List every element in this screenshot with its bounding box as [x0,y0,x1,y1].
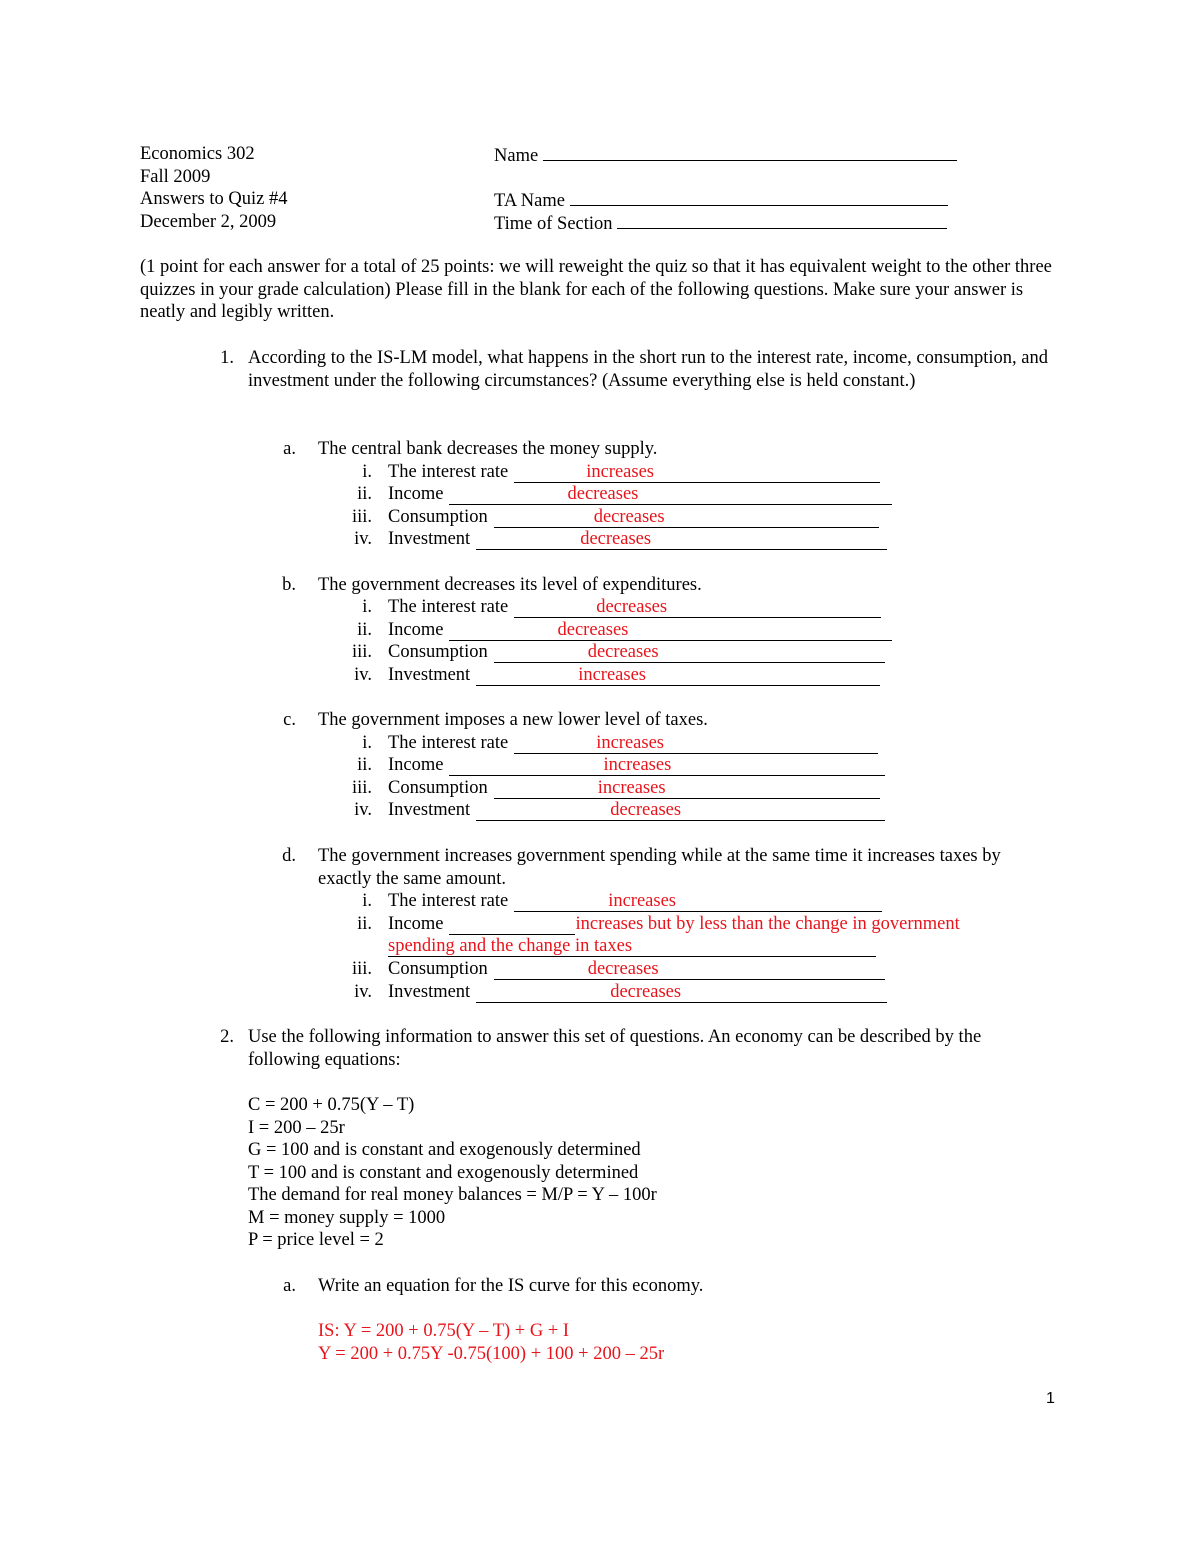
q1a-i-tail [654,462,880,483]
q1d-iv-tail [681,982,887,1003]
q1c-ii-answer: increases [603,755,672,775]
q1c-text: The government imposes a new lower level of taxes. [318,710,708,730]
q1c-iv-answer: decreases [610,800,682,820]
q1d-iv-label: Investment [388,982,471,1002]
q1a-letter: a. [283,439,296,459]
q1a-iii-label: Consumption [388,507,488,527]
q1c-iv-num: iv. [354,800,372,820]
q1a-iv-answer: decreases [580,529,652,549]
q1a-iv-num: iv. [354,529,372,549]
q1a-ii-blank [449,484,567,505]
q1a-i-label: The interest rate [388,462,509,482]
q1a-iii-num: iii. [351,507,372,527]
q1c-iii-row [388,777,880,800]
q1d-ii-row [388,913,960,936]
q1c-iv-tail [681,800,885,821]
q1b-iii-answer: decreases [587,642,659,662]
q1a-i-blank [514,462,586,483]
q1a-iv-row [388,528,887,551]
ta-name-field [494,188,948,213]
equation-taxes: T = 100 and is constant and exogenously determined [248,1163,639,1183]
q1d-iii-row [388,958,885,981]
q1a-ii-label: Income [388,484,444,504]
ta-name-label: TA Name [494,191,565,211]
q1b-iii-row [388,641,885,664]
q1b-iv-tail [646,665,880,686]
q1b-text: The government decreases its level of expenditures. [318,575,702,595]
name-blank [543,143,957,161]
ta-name-blank [570,188,948,206]
q1b-ii-row [388,619,892,642]
q1b-ii-label: Income [388,620,444,640]
q1d-iii-blank [494,959,588,980]
q1a-i-row [388,461,880,484]
section-time-blank [617,211,947,229]
q1d-letter: d. [282,846,296,866]
q1d-ii-row-cont [388,935,876,958]
q1d-ii-label: Income [388,914,444,934]
q1b-i-tail [667,597,881,618]
q1a-ii-row [388,483,892,506]
q1b-letter: b. [282,575,296,595]
q1c-iii-label: Consumption [388,778,488,798]
q1c-letter: c. [283,710,296,730]
q1d-i-row [388,890,882,913]
q1b-i-label: The interest rate [388,597,509,617]
quiz-date: December 2, 2009 [140,212,277,232]
q1c-iii-answer: increases [597,778,666,798]
q1b-i-num: i. [362,597,372,617]
q1b-iv-num: iv. [354,665,372,685]
q1d-iii-tail [659,959,885,980]
q1c-ii-blank [449,755,603,776]
q1d-iv-answer: decreases [610,982,682,1002]
q1d-iv-blank [476,982,610,1003]
q1a-ii-answer: decreases [567,484,639,504]
q1-text: According to the IS-LM model, what happens in the short run to the interest rate, income, consumption, and investment under the following circumstances? (Assume everything else is held constant.) [248,348,1048,391]
q1b-ii-blank [449,620,557,641]
q1d-text: The government increases government spending while at the same time it increases taxes by exactly the same amount. [318,846,1001,889]
instructions: (1 point for each answer for a total of 25 points: we will reweight the quiz so that it has equivalent weight to the other three quizzes in your grade calculation) Please fill in the blank for each of the following questions. Make sure your answer is neatly and legibly written. [140,257,1052,323]
q1d-i-label: The interest rate [388,891,509,911]
equation-money-supply: M = money supply = 1000 [248,1208,446,1228]
name-label: Name [494,146,539,166]
q1b-iv-label: Investment [388,665,471,685]
name-field [494,143,957,168]
q1d-ii-answer-cont: spending and the change in taxes [388,936,633,956]
q1a-iv-tail [651,529,887,550]
q2-number: 2. [220,1027,234,1047]
q1b-i-blank [514,597,596,618]
q1c-ii-row [388,754,885,777]
section-time-field [494,211,947,236]
q2a-letter: a. [283,1276,296,1296]
q1a-iii-blank [494,507,594,528]
q1d-i-answer: increases [608,891,676,911]
q1b-iv-row [388,664,880,687]
q1a-ii-tail [638,484,892,505]
q1d-iv-num: iv. [354,982,372,1002]
q1c-i-num: i. [362,733,372,753]
q1c-ii-label: Income [388,755,444,775]
q1c-iv-blank [476,800,610,821]
q1c-i-tail [664,733,878,754]
q1c-ii-num: ii. [357,755,372,775]
q1d-ii-answer: increases but by less than the change in government [575,914,960,934]
q1b-i-row [388,596,881,619]
q1d-ii-blank [449,914,575,935]
equation-investment: I = 200 – 25r [248,1118,345,1138]
q1b-iii-blank [494,642,588,663]
equation-price-level: P = price level = 2 [248,1230,384,1250]
q1b-iii-label: Consumption [388,642,488,662]
q1c-i-row [388,732,878,755]
q1a-i-num: i. [362,462,372,482]
q1c-i-answer: increases [596,733,664,753]
q1d-iii-answer: decreases [587,959,659,979]
q1c-iv-row [388,799,885,822]
q1b-iii-tail [659,642,885,663]
equation-government: G = 100 and is constant and exogenously determined [248,1140,641,1160]
is-curve-answer-2: Y = 200 + 0.75Y -0.75(100) + 100 + 200 – 25r [318,1344,665,1364]
q1c-iii-blank [494,778,598,799]
q1a-iv-blank [476,529,580,550]
q1a-iv-label: Investment [388,529,471,549]
q1a-iii-row [388,506,879,529]
q1b-iv-blank [476,665,578,686]
q1b-iii-num: iii. [351,642,372,662]
q1c-iii-num: iii. [351,778,372,798]
equation-consumption: C = 200 + 0.75(Y – T) [248,1095,415,1115]
q1d-iii-label: Consumption [388,959,488,979]
q2a-text: Write an equation for the IS curve for this economy. [318,1276,704,1296]
is-curve-answer-1: IS: Y = 200 + 0.75(Y – T) + G + I [318,1321,570,1341]
quiz-title: Answers to Quiz #4 [140,189,288,209]
q1c-iv-label: Investment [388,800,471,820]
q1b-ii-num: ii. [357,620,372,640]
q1b-i-answer: decreases [596,597,668,617]
equation-money-demand: The demand for real money balances = M/P = Y – 100r [248,1185,657,1205]
q1d-i-blank [514,891,608,912]
q1d-ii-num: ii. [357,914,372,934]
course-name: Economics 302 [140,144,255,164]
q1c-i-blank [514,733,596,754]
q1c-iii-tail [666,778,880,799]
q1a-iii-answer: decreases [593,507,665,527]
q1c-ii-tail [671,755,885,776]
q1d-iv-row [388,981,887,1004]
page-number: 1 [1046,1390,1055,1407]
q1-number: 1. [220,348,234,368]
q2-text: Use the following information to answer this set of questions. An economy can be described by the following equations: [248,1027,982,1070]
q1d-i-num: i. [362,891,372,911]
q1c-i-label: The interest rate [388,733,509,753]
q1b-ii-answer: decreases [557,620,629,640]
q1a-i-answer: increases [586,462,654,482]
section-time-label: Time of Section [494,214,613,234]
q1d-i-tail [676,891,882,912]
q1b-ii-tail [628,620,892,641]
q1a-ii-num: ii. [357,484,372,504]
q1d-iii-num: iii. [351,959,372,979]
term: Fall 2009 [140,167,211,187]
q1a-iii-tail [665,507,879,528]
q1a-text: The central bank decreases the money supply. [318,439,658,459]
q1b-iv-answer: increases [578,665,646,685]
q1d-ii-tail [632,936,876,957]
